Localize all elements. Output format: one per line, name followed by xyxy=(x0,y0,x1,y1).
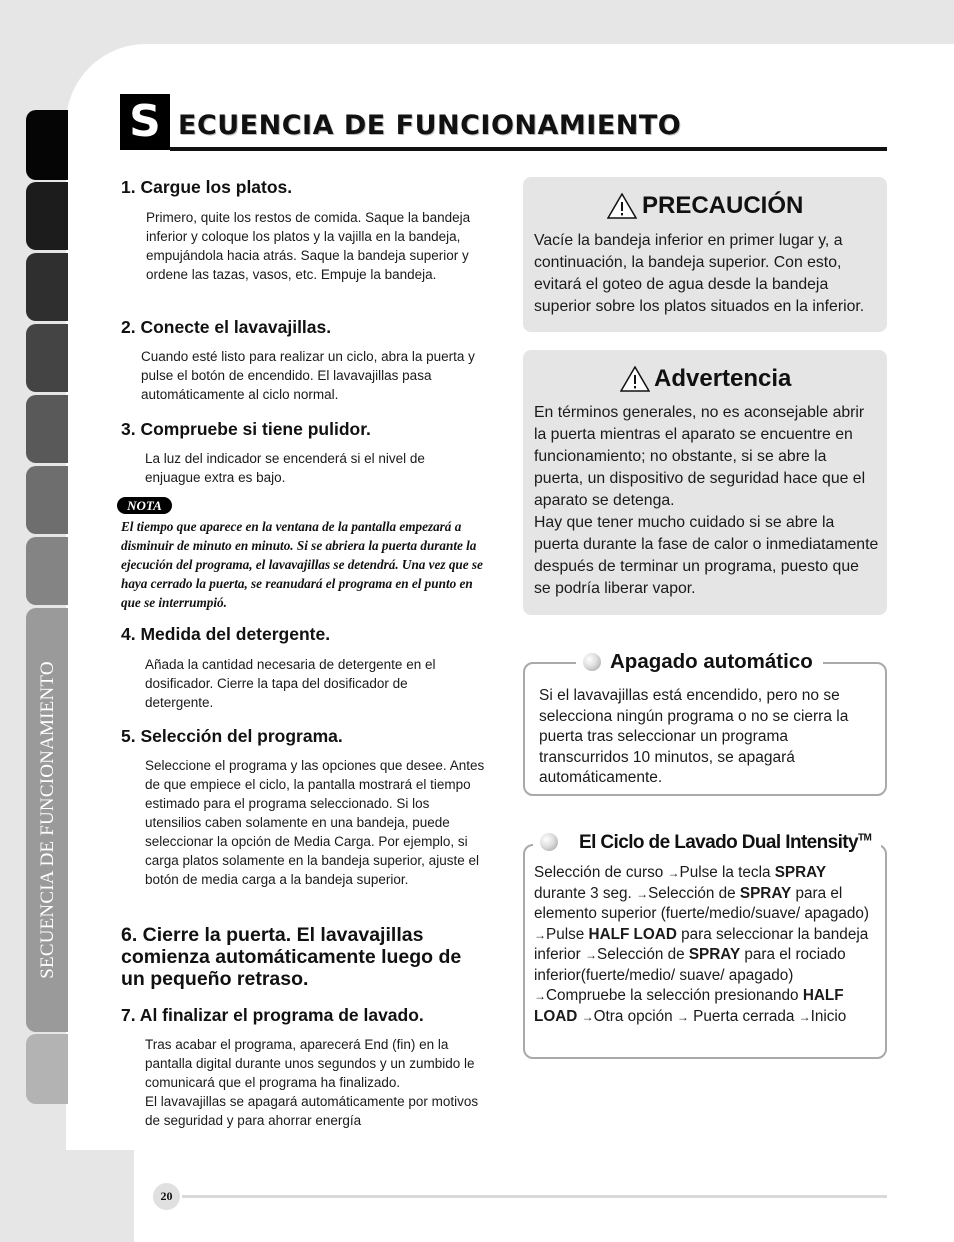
arrow-glyph: → xyxy=(534,989,546,1003)
step-7-body: Tras acabar el programa, aparecerá End (fin) en la pantalla digital durante unos segundos y un zumbido le comunicará que el programa ha finalizado. El lavavajillas se apagará automáticamente por motivos de seguridad y para ahorrar energía xyxy=(145,1037,479,1128)
dual-intensity-text xyxy=(534,863,874,1027)
text-run: durante 3 seg. xyxy=(534,884,637,902)
arrow-glyph: → xyxy=(798,1009,811,1024)
warning-title: Advertencia xyxy=(654,365,792,392)
auto-off-title xyxy=(576,650,823,674)
text-run: Pulse xyxy=(546,925,589,943)
title-initial: S xyxy=(120,94,170,150)
text-run: para seleccionar la bandeja inferior xyxy=(534,925,869,963)
dual-intensity-title xyxy=(533,832,881,854)
arrow-glyph: → xyxy=(534,927,546,942)
caution-text: Vacíe la bandeja inferior en primer lugar y, a continuación, la bandeja superior. Con esto, evitará el goteo de agua desde la bandeja superior sobre los platos situados en la inferior. xyxy=(534,232,865,315)
step-1-heading: 1. Cargue los platos. xyxy=(121,177,293,197)
page-number: 20 xyxy=(153,1183,180,1210)
step-5-body: Seleccione el programa y las opciones que desee. Antes de que empiece el ciclo, la pantalla mostrará el tiempo estimado para el programa seleccionado. Si los utensilios caben solamente en una bandeja, puede seleccionar la opción de Media Carga. Por ejemplo, si carga platos solamente en la bandeja superior, ajuste el botón de media carga a la bandeja superior. xyxy=(145,758,485,887)
step-2-body: Cuando esté listo para realizar un ciclo, abra la puerta y pulse el botón de encendido. El lavavajillas pasa automáticamente al ciclo normal. xyxy=(141,349,475,402)
key-name: SPRAY xyxy=(739,884,792,902)
arrow-glyph: → xyxy=(667,866,680,880)
step-1-body: Primero, quite los restos de comida. Saque la bandeja inferior y coloque los platos y la vajilla en la bandeja, empujándola hacia atrás. Saque la bandeja superior y ordene las tazas, vasos, etc. Empuje la bandeja. xyxy=(146,210,471,282)
note-badge: NOTA xyxy=(117,497,172,514)
step-2-heading: 2. Conecte el lavavajillas. xyxy=(121,317,332,337)
side-tab-9[interactable] xyxy=(26,1034,68,1104)
trademark-mark: TM xyxy=(858,832,872,844)
warning-triangle-icon xyxy=(620,366,650,392)
text-run: Selección de curso xyxy=(534,864,668,881)
warning-text: En términos generales, no es aconsejable abrir la puerta mientras el aparato se encuentre en funcionamiento; no obstante, si se abre la puerta, un dispositivo de seguridad hace que el aparato se detenga. Hay que tener mucho cuidado si se abre la puerta durante la fase de calor o inmediatamente después de terminar un programa, puesto que se podría liberar vapor. xyxy=(534,404,879,597)
page-corner xyxy=(0,1150,134,1242)
step-6-heading: 6. Cierre la puerta. El lavavajillas comienza automáticamente luego de un pequeño retraso. xyxy=(121,924,462,990)
text-run: Selección de xyxy=(648,884,740,902)
sphere-bullet-icon xyxy=(583,653,601,671)
key-name: HALF LOAD xyxy=(534,987,844,1025)
side-section-label: SECUENCIA DE FUNCIONAMIENTO xyxy=(37,661,58,979)
step-3-heading: 3. Compruebe si tiene pulidor. xyxy=(121,419,371,439)
key-name: HALF LOAD xyxy=(588,925,677,943)
side-tab-4[interactable] xyxy=(26,324,68,392)
warning-triangle-icon xyxy=(607,193,637,219)
text-run: Puerta cerrada xyxy=(688,1007,799,1025)
side-tab-5[interactable] xyxy=(26,395,68,463)
title-underline xyxy=(170,147,887,151)
key-name: SPRAY xyxy=(774,864,827,881)
dual-intensity-title-text: El Ciclo de Lavado Dual Intensity xyxy=(579,832,858,853)
caution-title: PRECAUCIÓN xyxy=(642,192,804,219)
side-tab-1[interactable] xyxy=(26,110,68,180)
text-run: Inicio xyxy=(810,1007,847,1025)
step-5-heading: 5. Selección del programa. xyxy=(121,726,343,746)
arrow-glyph: → xyxy=(585,948,598,962)
text-run: para el elemento superior (fuerte/medio/suave/ apagado) xyxy=(534,884,870,922)
step-7-heading: 7. Al finalizar el programa de lavado. xyxy=(121,1005,424,1025)
text-run: para el rociado inferior(fuerte/medio/ suave/ apagado) xyxy=(534,946,846,984)
text-run: Selección de xyxy=(597,946,689,963)
arrow-glyph: → xyxy=(581,1009,594,1024)
text-run: Pulse la tecla xyxy=(679,864,775,881)
step-4-heading: 4. Medida del detergente. xyxy=(121,624,331,644)
side-tab-6[interactable] xyxy=(26,466,68,534)
note-text: El tiempo que aparece en la ventana de la pantalla empezará a disminuir de minuto en minuto. Si se abriera la puerta durante la ejecución del programa, el lavavajillas se detendrá. Una vez que se haya cerrado la puerta, se reanudará el programa en el punto en que se interrumpió. xyxy=(121,519,483,610)
text-run: Otra opción xyxy=(593,1007,677,1025)
key-name: SPRAY xyxy=(688,946,741,963)
arrow-glyph: → xyxy=(636,886,649,901)
arrow-glyph: → xyxy=(676,1009,689,1024)
side-tab-3[interactable] xyxy=(26,253,68,321)
text-run: Compruebe la selección presionando xyxy=(546,987,803,1004)
page-title: ECUENCIA DE FUNCIONAMIENTO xyxy=(178,110,682,141)
side-tab-7[interactable] xyxy=(26,537,68,605)
footer-rule xyxy=(182,1195,887,1198)
step-3-body: La luz del indicador se encenderá si el nivel de enjuague extra es bajo. xyxy=(145,451,425,485)
auto-off-title-text: Apagado automático xyxy=(610,650,813,673)
step-4-body: Añada la cantidad necesaria de detergente en el dosificador. Cierre la tapa del dosificador de detergente. xyxy=(145,657,436,710)
side-tab-2[interactable] xyxy=(26,182,68,250)
auto-off-text: Si el lavavajillas está encendido, pero no se selecciona ningún programa o no se cierra la puerta tras seleccionar un programa transcurridos 10 minutos, se apagará automáticamente. xyxy=(539,687,849,786)
sphere-bullet-icon xyxy=(540,833,558,851)
